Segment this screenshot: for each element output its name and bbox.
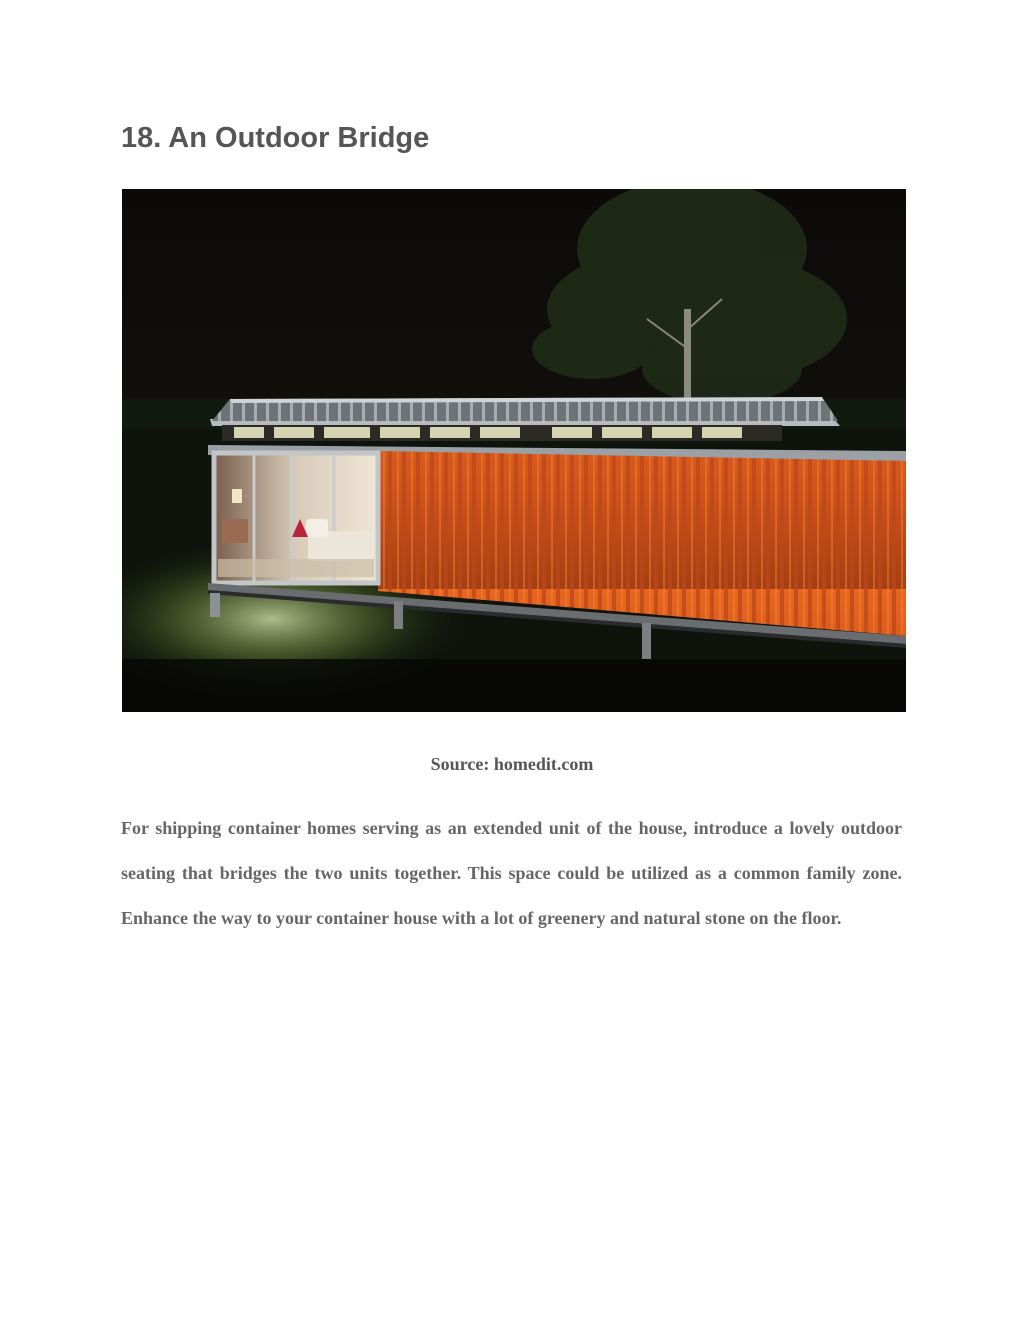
image-source-caption: Source: homedit.com <box>430 754 594 774</box>
container-house-photo <box>122 189 906 712</box>
body-paragraph: For shipping container homes serving as an extended unit of the house, introduce a lovely outdoor seating that bridges the two units together. This space could be utilized as a common family zone. Enhance the way to your container house with a lot of greenery and natural stone on the floor. <box>121 818 902 928</box>
section-heading: 18. An Outdoor Bridge <box>121 122 430 154</box>
